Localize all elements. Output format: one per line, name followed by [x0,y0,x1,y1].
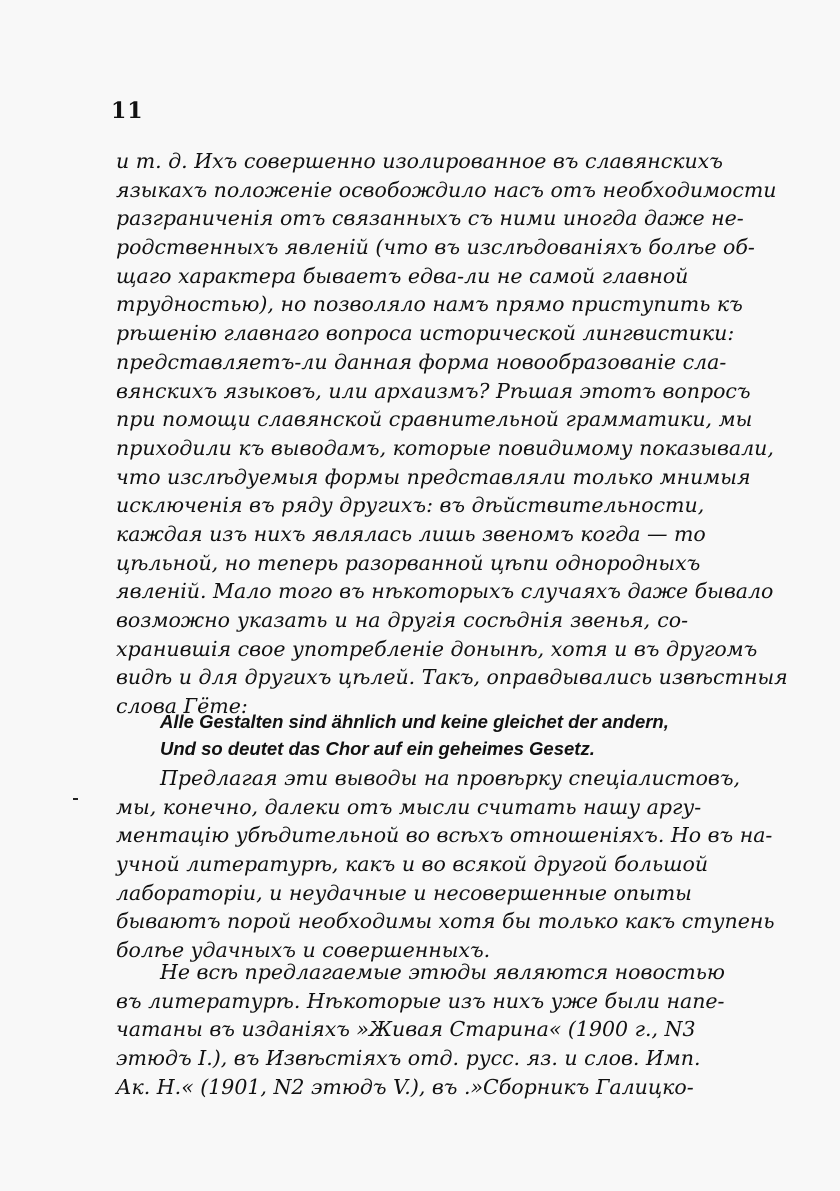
quote-line: Und so deutet das Chor auf ein geheimes Gesetz. [160,738,595,759]
text-line: при помощи славянской сравнительной грамматики, мы [116,407,753,432]
text-line: вянскихъ языковъ, или архаизмъ? Рѣшая этотъ вопросъ [116,378,751,403]
text-line: мы, конечно, далеки отъ мысли считать нашу аргу- [116,794,702,819]
text-line: родственныхъ явленiй (что въ изслѣдованiяхъ болѣе об- [116,235,755,260]
text-line: ментацiю убѣдительной во всѣхъ отношенiяхъ. Но въ на- [116,823,773,848]
text-line: бываютъ порой необходимы хотя бы только какъ ступень [116,909,775,934]
text-line: разграниченiя отъ связанныхъ съ ними иногда даже не- [116,206,744,231]
text-line: этюдъ I.), въ Извѣстiяхъ отд. русс. яз. и слов. Имп. [116,1046,701,1071]
goethe-quote [160,708,690,762]
text-line: въ литературѣ. Нѣкоторые изъ нихъ уже были напе- [116,988,725,1013]
text-line: учной литературѣ, какъ и во всякой другой большой [116,852,709,877]
text-line: приходили къ выводамъ, которые повидимому показывали, [116,435,774,460]
text-line: языкахъ положенiе освобождило насъ отъ необходимости [116,177,777,202]
text-line: трудностью), но позволяло намъ прямо приступить къ [116,292,743,317]
margin-mark [73,798,78,800]
paragraph-1 [116,147,788,721]
text-line: щаго характера бываетъ едва-ли не самой главной [116,263,689,288]
text-line: Не всѣ предлагаемые этюды являются новостью [160,960,725,984]
paragraph-2 [116,764,775,965]
text-line: видѣ и для другихъ цѣлей. Такъ, оправдывались извѣстныя [116,665,788,690]
text-line: явленiй. Мало того въ нѣкоторыхъ случаяхъ даже бывало [116,579,774,604]
text-line: представляетъ-ли данная форма новообразованiе сла- [116,349,727,374]
text-line: болѣе удачныхъ и совершенныхъ. [116,938,491,963]
text-line: каждая изъ нихъ являлась лишь звеномъ когда — то [116,521,706,546]
text-line: лабораторiи, и неудачные и несовершенные опыты [116,880,692,905]
text-line: чатаны въ изданiяхъ »Живая Старина« (1900 г., N3 [116,1017,696,1042]
text-line: хранившiя свое употребленiе донынѣ, хотя и въ другомъ [116,636,758,661]
paragraph-3 [116,958,725,1101]
text-line: что изслѣдуемыя формы представляли только мнимыя [116,464,751,489]
text-line: исключенiя въ ряду другихъ: въ дѣйствительности, [116,493,705,518]
text-line: слова Гёте: [116,694,248,719]
text-line: Ак. Н.« (1901, N2 этюдъ V.), въ .»Сборникъ Галицко- [116,1074,694,1099]
text-line: цѣльной, но теперь разорванной цѣпи однородныхъ [116,550,701,575]
text-line: и т. д. Ихъ совершенно изолированное въ славянскихъ [116,149,723,173]
text-line: возможно указать и на другiя сосѣднiя звенья, со- [116,608,688,632]
page-number: 11 [111,98,144,124]
quote-line: Alle Gestalten sind ähnlich und keine gleichet der andern, [160,711,669,732]
text-line: рѣшенiю главнаго вопроса исторической лингвистики: [116,321,735,346]
text-line: Предлагая эти выводы на провѣрку спецiалистовъ, [160,766,741,790]
